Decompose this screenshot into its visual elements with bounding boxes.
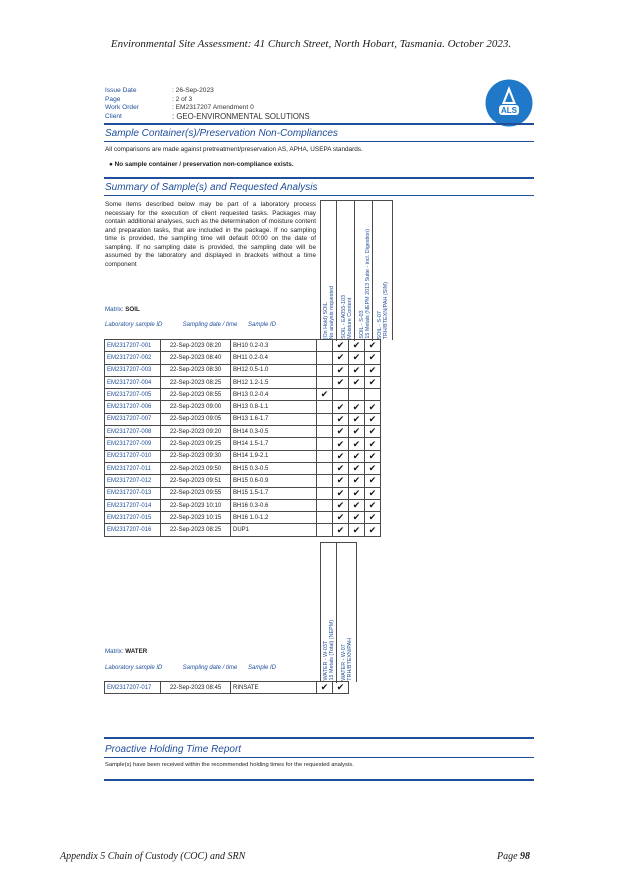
soil-matrix-value: SOIL <box>125 306 140 313</box>
analysis-check-cell: ✔ <box>349 450 365 462</box>
analysis-check-cell: ✔ <box>365 376 381 388</box>
col-header-lab-id: Laboratory sample ID <box>105 665 163 671</box>
sample-id-cell: BH14 1.5-1.7 <box>231 438 317 450</box>
water-analysis-header <box>320 542 357 682</box>
work-order-label: Work Order <box>105 104 139 112</box>
analysis-check-cell <box>317 413 333 425</box>
lab-sample-id-cell: EM2317207-009 <box>105 438 161 450</box>
analysis-check-cell <box>317 462 333 474</box>
soil-sample-table <box>104 339 381 537</box>
analysis-check-cell: ✔ <box>365 340 381 352</box>
table-row <box>105 426 381 438</box>
analysis-check-cell <box>317 352 333 364</box>
sample-id-cell: BH15 1.5-1.7 <box>231 487 317 499</box>
holding-time-title: Proactive Holding Time Report <box>105 744 242 755</box>
analysis-check-cell <box>365 389 381 401</box>
noncompliance-bullet: ● No sample container / preservation non-compliance exists. <box>109 161 294 168</box>
water-matrix-label: Matrix: WATER <box>105 648 148 655</box>
analysis-check-cell: ✔ <box>333 475 349 487</box>
analysis-header-cell: SOIL - EA055-103 Moisture Content <box>339 201 355 341</box>
analysis-header-cell: WATER - W-07 TRH/BTEXN/PAH <box>341 638 353 681</box>
sampling-date-cell: 22-Sep-2023 09:55 <box>161 487 231 499</box>
holding-time-text: Sample(s) have been received within the recommended holding times for the requested analysis. <box>105 762 354 768</box>
analysis-check-cell: ✔ <box>365 475 381 487</box>
lab-sample-id-cell: EM2317207-014 <box>105 499 161 511</box>
analysis-check-cell: ✔ <box>365 512 381 524</box>
analysis-check-cell: ✔ <box>349 462 365 474</box>
analysis-check-cell: ✔ <box>333 340 349 352</box>
analysis-check-cell: ✔ <box>333 401 349 413</box>
col-header-sampling-date: Sampling date / time <box>182 665 238 671</box>
summary-intro: Some items described below may be part of a laboratory process necessary for the execution of client requested tasks. Packages may contain additional analyses, such as the determination of moisture content and preparation tasks, that are included in the package. If no sampling time is provided, the sampling time will default 00:00 on the date of sampling. If no sampling date is provided, the sampling date will be assumed by the laboratory and displayed in brackets without a time component <box>105 201 316 268</box>
lab-sample-id-cell: EM2317207-001 <box>105 340 161 352</box>
section-divider <box>104 779 534 781</box>
analysis-check-cell: ✔ <box>333 426 349 438</box>
table-row <box>105 487 381 499</box>
analysis-check-cell: ✔ <box>333 413 349 425</box>
sampling-date-cell: 22-Sep-2023 08:40 <box>161 352 231 364</box>
issue-date-label: Issue Date <box>105 87 137 94</box>
analysis-check-cell: ✔ <box>365 499 381 511</box>
col-header-sampling-date: Sampling date / time <box>182 322 238 328</box>
table-row <box>105 462 381 474</box>
sample-id-cell: BH13 0.8-1.1 <box>231 401 317 413</box>
lab-sample-id-cell: EM2317207-017 <box>105 682 161 694</box>
section-divider <box>104 141 534 142</box>
als-logo <box>485 79 533 127</box>
lab-sample-id-cell: EM2317207-003 <box>105 364 161 376</box>
analysis-check-cell: ✔ <box>333 487 349 499</box>
analysis-check-cell: ✔ <box>349 426 365 438</box>
lab-sample-id-cell: EM2317207-007 <box>105 413 161 425</box>
sampling-date-cell: 22-Sep-2023 08:45 <box>161 682 231 694</box>
table-row <box>105 401 381 413</box>
analysis-check-cell: ✔ <box>333 524 349 536</box>
sampling-date-cell: 22-Sep-2023 10:15 <box>161 512 231 524</box>
summary-title: Summary of Sample(s) and Requested Analysis <box>105 182 318 193</box>
sampling-date-cell: 22-Sep-2023 08:20 <box>161 340 231 352</box>
analysis-header-cell: WATER - W-03T 15 Metals (Total) (NEPM) <box>321 543 337 683</box>
lab-sample-id-cell: EM2317207-015 <box>105 512 161 524</box>
section-divider <box>104 177 534 179</box>
analysis-check-cell: ✔ <box>349 499 365 511</box>
sampling-date-cell: 22-Sep-2023 08:55 <box>161 389 231 401</box>
sample-id-cell: BH16 1.0-1.2 <box>231 512 317 524</box>
analysis-check-cell <box>317 364 333 376</box>
col-header-sample-id: Sample ID <box>248 322 277 328</box>
sample-id-cell: BH10 0.2-0.3 <box>231 340 317 352</box>
analysis-check-cell: ✔ <box>365 438 381 450</box>
sample-id-cell: BH16 0.3-0.6 <box>231 499 317 511</box>
sampling-date-cell: 22-Sep-2023 09:20 <box>161 426 231 438</box>
analysis-check-cell: ✔ <box>365 487 381 499</box>
sample-id-cell: RINSATE <box>231 682 317 694</box>
analysis-check-cell <box>317 340 333 352</box>
sampling-date-cell: 22-Sep-2023 09:51 <box>161 475 231 487</box>
sampling-date-cell: 22-Sep-2023 09:25 <box>161 438 231 450</box>
sample-id-cell: BH12 1.2-1.5 <box>231 376 317 388</box>
analysis-check-cell <box>317 475 333 487</box>
footer-appendix: Appendix 5 Chain of Custody (COC) and SRN <box>60 851 246 862</box>
analysis-header-cell: SOIL - S-07 TRH/BTEXN/PAH (SIM) <box>377 281 389 339</box>
analysis-check-cell: ✔ <box>317 389 333 401</box>
analysis-check-cell: ✔ <box>349 512 365 524</box>
sampling-date-cell: 22-Sep-2023 09:50 <box>161 462 231 474</box>
table-row <box>105 438 381 450</box>
analysis-check-cell: ✔ <box>333 352 349 364</box>
noncompliance-text: All comparisons are made against pretreatment/preservation AS, APHA, USEPA standards. <box>105 146 363 153</box>
section-divider <box>104 195 534 196</box>
analysis-check-cell: ✔ <box>349 475 365 487</box>
lab-sample-id-cell: EM2317207-005 <box>105 389 161 401</box>
analysis-check-cell: ✔ <box>333 376 349 388</box>
analysis-header-cell: SOIL - S-03 15 Metals (NEPM 2013 Suite - incl. Digestion) <box>357 201 373 341</box>
soil-analysis-header <box>320 200 393 340</box>
lab-sample-id-cell: EM2317207-013 <box>105 487 161 499</box>
table-row <box>105 499 381 511</box>
document-header: Environmental Site Assessment: 41 Church Street, North Hobart, Tasmania. October 2023. <box>110 38 512 50</box>
sampling-date-cell: 22-Sep-2023 09:00 <box>161 401 231 413</box>
table-row <box>105 512 381 524</box>
table-row <box>105 364 381 376</box>
page-label: Page <box>105 95 121 103</box>
sample-id-cell: BH13 0.2-0.4 <box>231 389 317 401</box>
analysis-check-cell: ✔ <box>349 352 365 364</box>
table-row <box>105 389 381 401</box>
analysis-check-cell <box>317 512 333 524</box>
analysis-check-cell: ✔ <box>365 413 381 425</box>
sample-id-cell: BH15 0.6-0.9 <box>231 475 317 487</box>
table-row <box>105 340 381 352</box>
table-row <box>105 450 381 462</box>
sampling-date-cell: 22-Sep-2023 09:05 <box>161 413 231 425</box>
analysis-check-cell: ✔ <box>365 426 381 438</box>
analysis-check-cell: ✔ <box>365 401 381 413</box>
sample-id-cell: BH12 0.5-1.0 <box>231 364 317 376</box>
water-sample-table <box>104 681 349 694</box>
sample-id-cell: BH13 1.6-1.7 <box>231 413 317 425</box>
lab-sample-id-cell: EM2317207-010 <box>105 450 161 462</box>
analysis-check-cell <box>317 401 333 413</box>
analysis-check-cell: ✔ <box>365 450 381 462</box>
analysis-check-cell <box>317 450 333 462</box>
col-header-sample-id: Sample ID <box>248 665 277 671</box>
analysis-check-cell: ✔ <box>365 462 381 474</box>
analysis-check-cell: ✔ <box>365 524 381 536</box>
footer-page: Page 98 <box>497 851 531 862</box>
sampling-date-cell: 22-Sep-2023 10:10 <box>161 499 231 511</box>
analysis-check-cell: ✔ <box>365 352 381 364</box>
section-divider <box>104 737 534 739</box>
analysis-check-cell: ✔ <box>317 682 333 694</box>
table-row <box>105 524 381 536</box>
sample-id-cell: BH14 1.9-2.1 <box>231 450 317 462</box>
sample-id-cell: BH11 0.2-0.4 <box>231 352 317 364</box>
table-row <box>105 376 381 388</box>
section-divider <box>104 757 534 758</box>
analysis-check-cell: ✔ <box>333 682 349 694</box>
sampling-date-cell: 22-Sep-2023 08:25 <box>161 376 231 388</box>
analysis-check-cell: ✔ <box>365 364 381 376</box>
lab-sample-id-cell: EM2317207-004 <box>105 376 161 388</box>
lab-sample-id-cell: EM2317207-011 <box>105 462 161 474</box>
col-header-lab-id: Laboratory sample ID <box>105 322 163 328</box>
section-divider <box>104 123 534 125</box>
lab-sample-id-cell: EM2317207-016 <box>105 524 161 536</box>
sampling-date-cell: 22-Sep-2023 09:30 <box>161 450 231 462</box>
page-value: : 2 of 3 <box>172 95 193 103</box>
analysis-check-cell: ✔ <box>349 364 365 376</box>
analysis-check-cell <box>317 438 333 450</box>
footer-page-number: 98 <box>520 851 531 862</box>
analysis-check-cell <box>317 426 333 438</box>
table-row <box>105 475 381 487</box>
analysis-check-cell: ✔ <box>333 499 349 511</box>
work-order-value: : EM2317207 Amendment 0 <box>172 104 254 112</box>
analysis-check-cell: ✔ <box>333 438 349 450</box>
analysis-check-cell: ✔ <box>349 340 365 352</box>
sample-id-cell: DUP1 <box>231 524 317 536</box>
analysis-check-cell <box>333 389 349 401</box>
analysis-check-cell: ✔ <box>333 364 349 376</box>
analysis-check-cell: ✔ <box>349 487 365 499</box>
soil-matrix-label: Matrix: SOIL <box>105 306 140 313</box>
analysis-check-cell <box>317 499 333 511</box>
table-row <box>105 413 381 425</box>
analysis-check-cell: ✔ <box>349 413 365 425</box>
analysis-check-cell: ✔ <box>333 512 349 524</box>
sampling-date-cell: 22-Sep-2023 08:25 <box>161 524 231 536</box>
water-matrix-value: WATER <box>125 648 148 655</box>
report-meta <box>105 87 310 121</box>
analysis-check-cell: ✔ <box>349 376 365 388</box>
analysis-check-cell: ✔ <box>333 450 349 462</box>
analysis-check-cell: ✔ <box>349 401 365 413</box>
lab-sample-id-cell: EM2317207-002 <box>105 352 161 364</box>
analysis-check-cell: ✔ <box>333 462 349 474</box>
lab-sample-id-cell: EM2317207-012 <box>105 475 161 487</box>
client-value: : GEO-ENVIRONMENTAL SOLUTIONS <box>172 111 310 121</box>
lab-sample-id-cell: EM2317207-008 <box>105 426 161 438</box>
analysis-check-cell <box>317 524 333 536</box>
analysis-check-cell <box>349 389 365 401</box>
sampling-date-cell: 22-Sep-2023 08:30 <box>161 364 231 376</box>
table-row <box>105 352 381 364</box>
issue-date-value: : 26-Sep-2023 <box>172 87 214 94</box>
lab-sample-id-cell: EM2317207-006 <box>105 401 161 413</box>
analysis-check-cell: ✔ <box>349 438 365 450</box>
client-label: Client <box>105 112 122 120</box>
analysis-check-cell <box>317 487 333 499</box>
sample-id-cell: BH15 0.3-0.5 <box>231 462 317 474</box>
analysis-header-cell: (On Hold) SOIL No analysis requested <box>321 201 337 341</box>
table-row <box>105 682 349 694</box>
svg-text:ALS: ALS <box>501 106 517 115</box>
analysis-check-cell <box>317 376 333 388</box>
noncompliance-title: Sample Container(s)/Preservation Non-Compliances <box>105 128 338 139</box>
analysis-check-cell: ✔ <box>349 524 365 536</box>
sample-id-cell: BH14 0.3-0.5 <box>231 426 317 438</box>
